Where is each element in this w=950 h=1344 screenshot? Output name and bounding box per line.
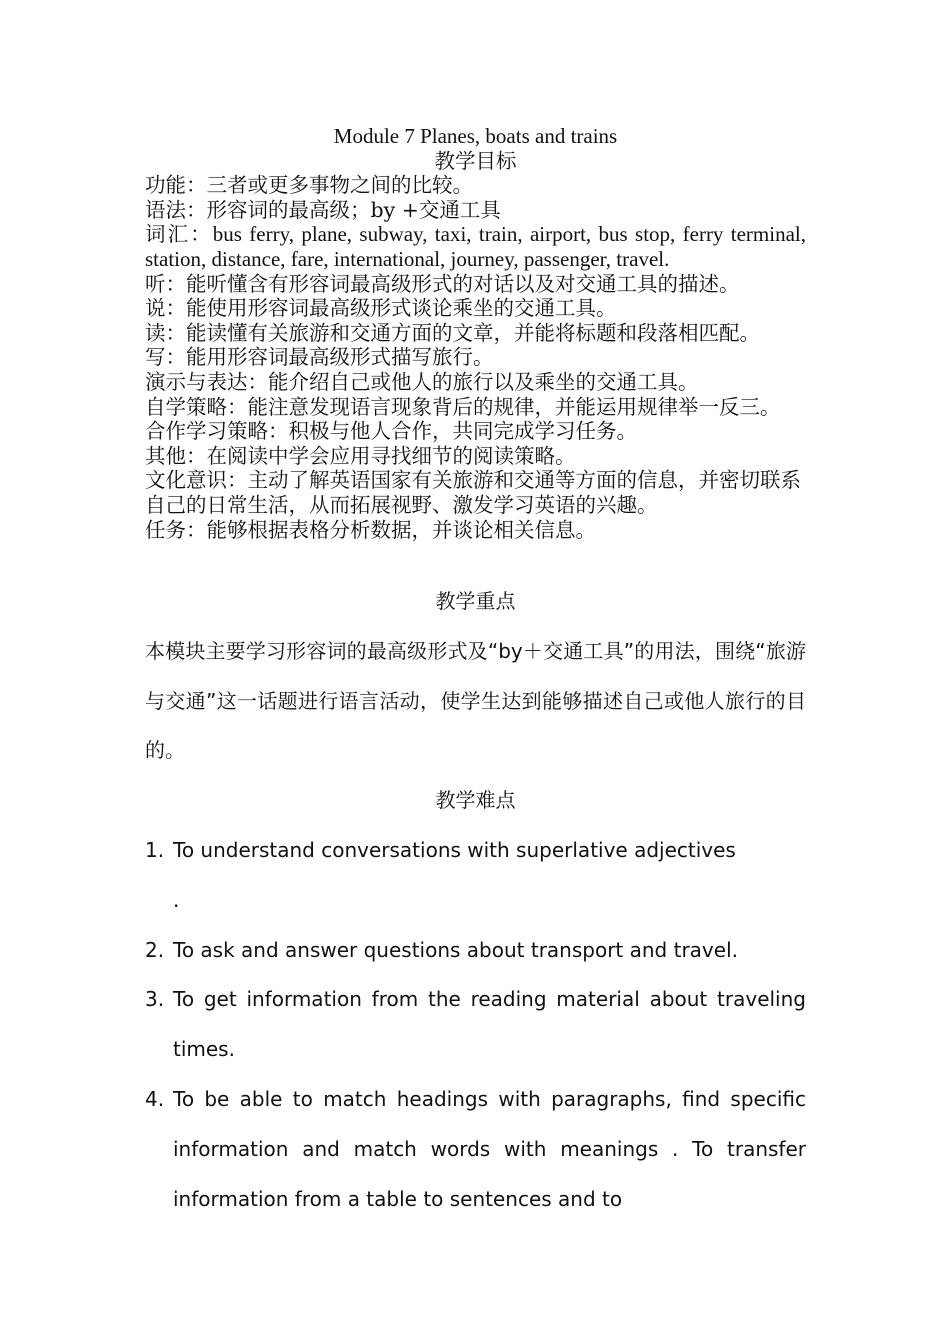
list-item-number: 2. — [145, 937, 165, 962]
objective-function: 功能：三者或更多事物之间的比较。 — [145, 173, 473, 198]
objectives-section — [145, 124, 806, 542]
key-points-heading: 教学重点 — [435, 589, 516, 613]
list-item — [145, 826, 806, 926]
objective-reading: 读：能读懂有关旅游和交通方面的文章，并能将标题和段落相匹配。 — [145, 320, 760, 345]
list-item — [145, 975, 806, 1075]
list-item-text: To understand conversations with superlative adjectives — [173, 837, 736, 862]
list-item-text: To ask and answer questions about transport and travel. — [173, 937, 738, 962]
list-item — [145, 1075, 806, 1224]
module-title: Module 7 Planes, boats and trains — [333, 124, 618, 148]
list-item-number: 3. — [145, 987, 165, 1012]
objective-task: 任务：能够根据表格分析数据，并谈论相关信息。 — [145, 517, 596, 542]
objective-speaking: 说：能使用形容词最高级形式谈论乘坐的交通工具。 — [145, 296, 617, 321]
vocabulary-label: 词汇： — [145, 222, 213, 247]
list-item-number: 4. — [145, 1086, 165, 1111]
key-points-and-difficulties — [145, 577, 806, 1224]
list-item-tail: . — [173, 887, 180, 912]
list-item — [145, 926, 806, 976]
list-item-number: 1. — [145, 837, 165, 862]
objective-culture: 文化意识：主动了解英语国家有关旅游和交通等方面的信息，并密切联系自己的日常生活，从而拓展视野、激发学习英语的兴趣。 — [145, 468, 801, 517]
list-item-text: To be able to match headings with paragraphs, find specific information and match words with meanings . To transfer information from a table to sentences and to — [173, 1086, 806, 1211]
key-points-text: 本模块主要学习形容词的最高级形式及“by＋交通工具”的用法，围绕“旅游与交通”这一话题进行语言活动，使学生达到能够描述自己或他人旅行的目的。 — [145, 638, 806, 763]
objective-writing: 写：能用形容词最高级形式描写旅行。 — [145, 345, 494, 370]
difficulties-list — [145, 826, 806, 1224]
difficulties-heading: 教学难点 — [435, 788, 516, 813]
list-item-text: To get information from the reading material about traveling times. — [173, 987, 806, 1062]
vocabulary-words: bus ferry, plane, subway, taxi, train, airport, bus stop, ferry terminal, station, distance, fare, international, journey, passenger, travel. — [145, 222, 806, 271]
objective-other: 其他：在阅读中学会应用寻找细节的阅读策略。 — [145, 443, 576, 468]
objective-listening: 听：能听懂含有形容词最高级形式的对话以及对交通工具的描述。 — [145, 271, 740, 296]
objectives-heading: 教学目标 — [434, 148, 517, 173]
objective-grammar: 语法：形容词的最高级；by +交通工具 — [145, 197, 501, 222]
objective-presentation: 演示与表达：能介绍自己或他人的旅行以及乘坐的交通工具。 — [145, 369, 699, 394]
objective-vocabulary — [145, 222, 806, 271]
objective-self-study: 自学策略：能注意发现语言现象背后的规律，并能运用规律举一反三。 — [145, 394, 781, 419]
objective-cooperation: 合作学习策略：积极与他人合作，共同完成学习任务。 — [145, 419, 637, 444]
